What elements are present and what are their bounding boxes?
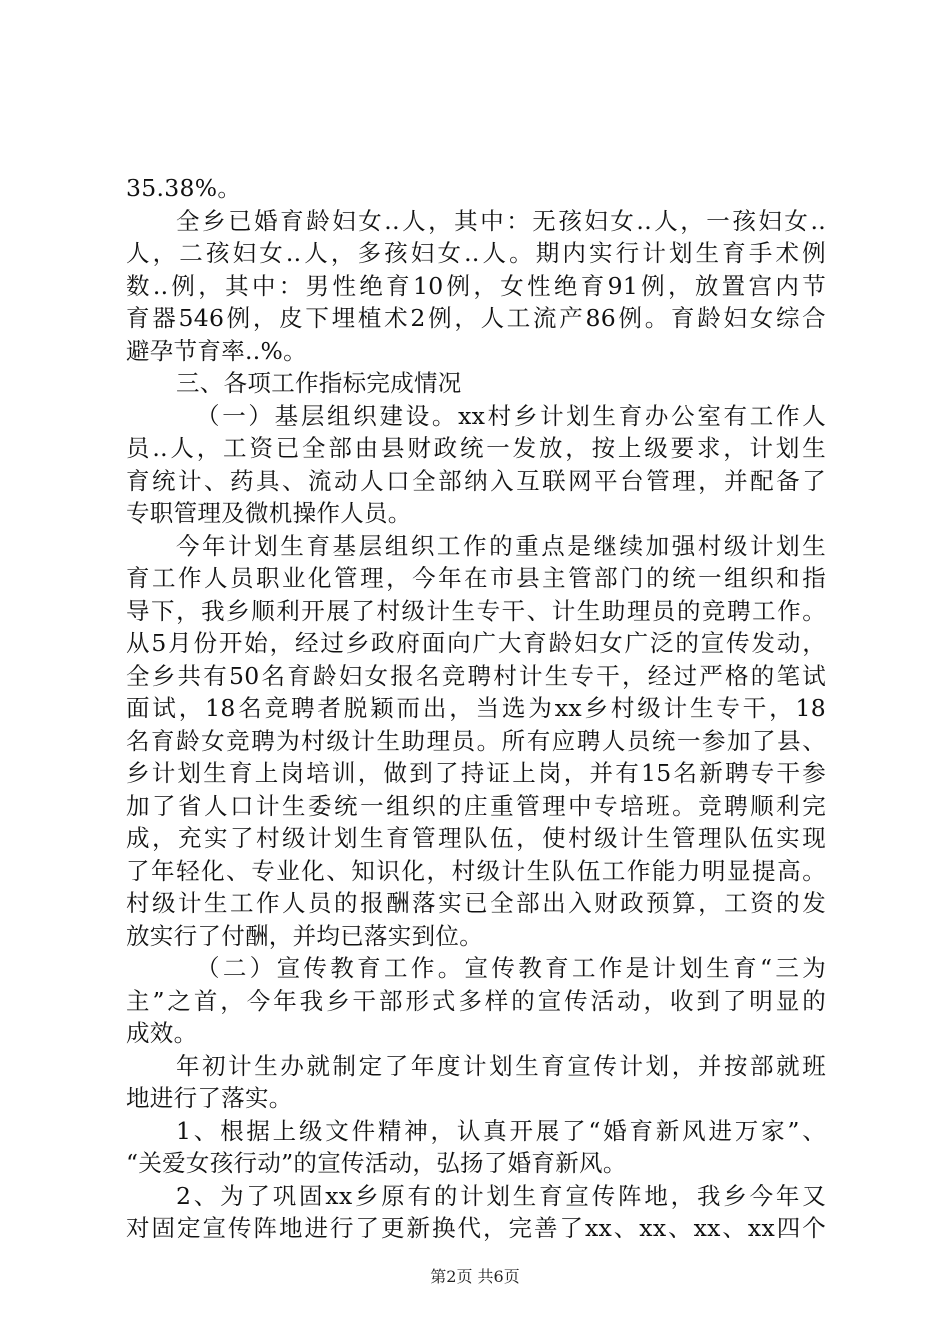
text-line: 2、为了巩固xx乡原有的计划生育宣传阵地，我乡今年又 (176, 1181, 826, 1210)
text-line: 全乡共有50名育龄妇女报名竞聘村计生专干，经过严格的笔试 (126, 661, 826, 690)
text-line: 数..例，其中：男性绝育10例，女性绝育91例，放置宫内节 (126, 271, 826, 300)
text-line: 放实行了付酬，并均已落实到位。 (126, 921, 483, 950)
text-line: 专职管理及微机操作人员。 (126, 499, 412, 527)
document-body (126, 172, 826, 1245)
text-line: 育器546例，皮下埋植术2例，人工流产86例。育龄妇女综合 (126, 304, 826, 332)
text-line: 35.38%。 (126, 174, 242, 202)
text-line: 育工作人员职业化管理，今年在市县主管部门的统一组织和指 (126, 564, 826, 592)
text-line: 从5月份开始，经过乡政府面向广大育龄妇女广泛的宣传发动， (126, 629, 826, 657)
text-line: 成效。 (126, 1019, 198, 1047)
text-line: 年初计生办就制定了年度计划生育宣传计划，并按部就班 (176, 1051, 826, 1080)
text-line: 乡计划生育上岗培训，做到了持证上岗，并有15名新聘专干参 (126, 759, 826, 787)
text-line: 村级计生工作人员的报酬落实已全部出入财政预算，工资的发 (126, 889, 826, 917)
text-line: 对固定宣传阵地进行了更新换代，完善了xx、xx、xx、xx四个 (126, 1214, 826, 1242)
text-line: 避孕节育率..%。 (126, 336, 307, 365)
text-line: 1、根据上级文件精神，认真开展了“婚育新风进万家”、 (176, 1116, 826, 1145)
page-footer: 第2页 共6页 (430, 1267, 520, 1286)
text-line: （二）宣传教育工作。宣传教育工作是计划生育“三为 (196, 954, 826, 982)
text-line: 成，充实了村级计划生育管理队伍，使村级计生管理队伍实现 (126, 824, 826, 852)
text-line: 主”之首，今年我乡干部形式多样的宣传活动，收到了明显的 (126, 986, 826, 1015)
text-line: （一）基层组织建设。xx村乡计划生育办公室有工作人 (196, 401, 826, 430)
text-line: 今年计划生育基层组织工作的重点是继续加强村级计划生 (176, 531, 826, 560)
text-line: “关爱女孩行动”的宣传活动，弘扬了婚育新风。 (126, 1149, 627, 1177)
text-line: 三、各项工作指标完成情况 (176, 369, 462, 397)
text-line: 人，二孩妇女..人，多孩妇女..人。期内实行计划生育手术例 (126, 239, 826, 267)
text-line: 名育龄女竞聘为村级计生助理员。所有应聘人员统一参加了县、 (126, 726, 826, 755)
text-line: 地进行了落实。 (126, 1084, 293, 1112)
text-line: 员..人，工资已全部由县财政统一发放，按上级要求，计划生 (126, 434, 826, 462)
text-line: 加了省人口计生委统一组织的庄重管理中专培班。竞聘顺利完 (126, 791, 826, 820)
text-line: 面试，18名竞聘者脱颖而出，当选为xx乡村级计生专干，18 (126, 694, 826, 722)
text-line: 全乡已婚育龄妇女..人，其中：无孩妇女..人，一孩妇女.. (176, 206, 826, 235)
text-line: 了年轻化、专业化、知识化，村级计生队伍工作能力明显提高。 (126, 856, 826, 885)
text-line: 导下，我乡顺利开展了村级计生专干、计生助理员的竞聘工作。 (126, 596, 826, 625)
text-line: 育统计、药具、流动人口全部纳入互联网平台管理，并配备了 (126, 466, 826, 495)
